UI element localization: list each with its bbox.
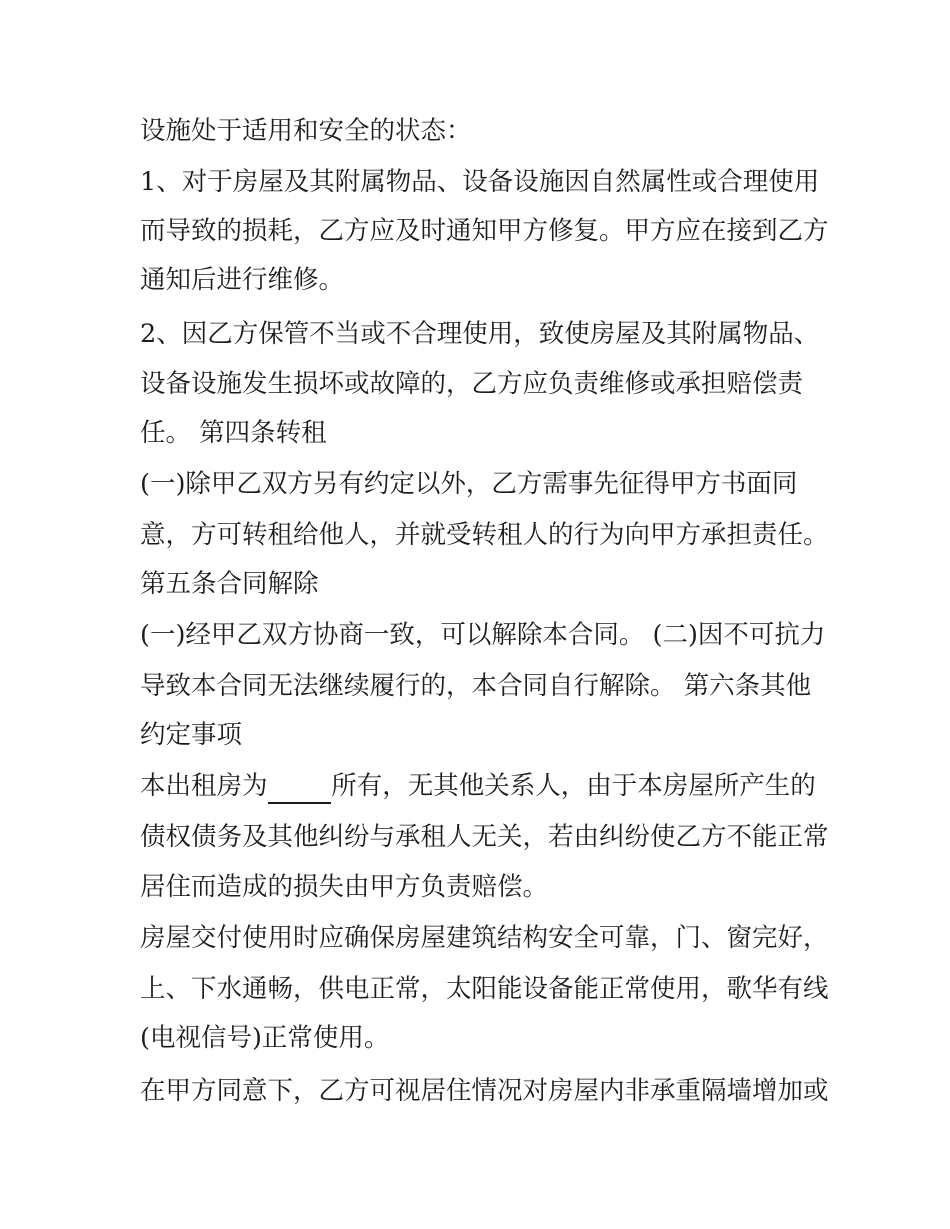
text-line: 设备设施发生损坏或故障的，乙方应负责维修或承担赔偿责: [140, 369, 804, 399]
text-line: 债权债务及其他纠纷与承租人无关，若由纠纷使乙方不能正常: [140, 822, 829, 852]
text-line: (一)经甲乙双方协商一致，可以解除本合同。 (二)因不可抗力: [140, 620, 826, 650]
text-line: 在甲方同意下，乙方可视居住情况对房屋内非承重隔墙增加或: [140, 1076, 829, 1106]
text-line: (一)除甲乙双方另有约定以外，乙方需事先征得甲方书面同: [140, 469, 798, 499]
text-line: 通知后进行维修。: [140, 265, 345, 295]
text-line-with-blank: [140, 770, 816, 804]
text-line: 上、下水通畅，供电正常，太阳能设备能正常使用，歌华有线: [140, 974, 829, 1004]
text-line: 1、对于房屋及其附属物品、设备设施因自然属性或合理使用: [140, 167, 820, 197]
line-text-after-blank: 所有，无其他关系人，由于本房屋所产生的: [331, 771, 816, 801]
text-line: (电视信号)正常使用。: [140, 1023, 390, 1053]
text-line: 房屋交付使用时应确保房屋建筑结构安全可靠，门、窗完好，: [140, 923, 829, 953]
text-line: 2、因乙方保管不当或不合理使用，致使房屋及其附属物品、: [140, 319, 820, 349]
text-line: 约定事项: [140, 720, 243, 750]
text-line: 而导致的损耗，乙方应及时通知甲方修复。甲方应在接到乙方: [140, 216, 829, 246]
text-line: 导致本合同无法继续履行的，本合同自行解除。 第六条其他: [140, 671, 812, 701]
text-line: 居住而造成的损失由甲方负责赔偿。: [140, 872, 549, 902]
text-line: 第五条合同解除: [140, 569, 319, 599]
text-line: 任。 第四条转租: [140, 418, 327, 448]
text-line: 设施处于适用和安全的状态：: [140, 116, 472, 146]
line-text-before-blank: 本出租房为: [140, 771, 268, 801]
text-line: 意，方可转租给他人，并就受转租人的行为向甲方承担责任。: [140, 520, 829, 550]
owner-blank: [268, 770, 332, 804]
